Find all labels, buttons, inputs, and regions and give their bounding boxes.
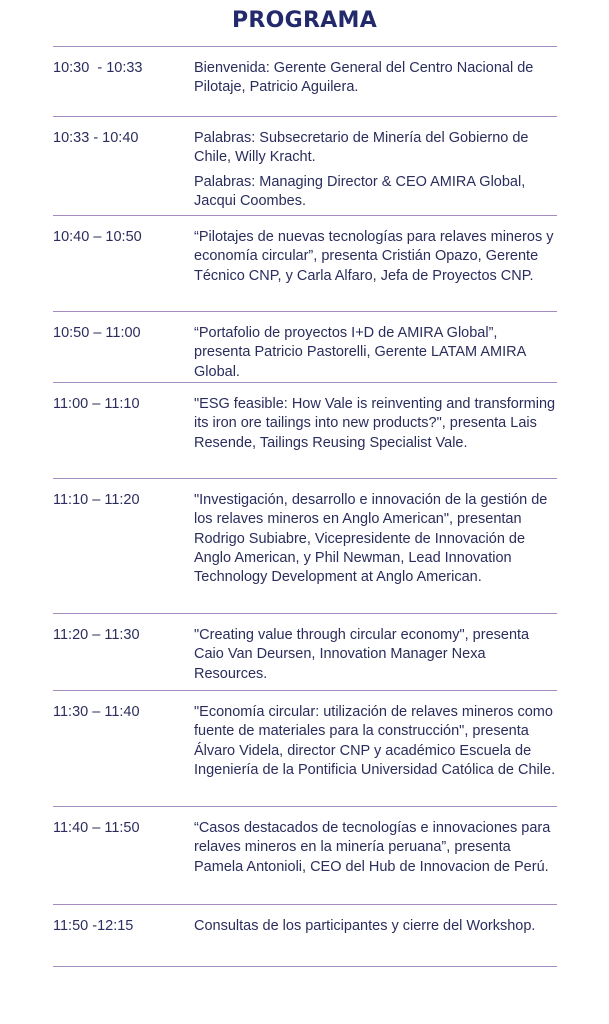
row-description <box>194 59 557 116</box>
page-title: PROGRAMA <box>231 8 378 33</box>
row-text: Palabras: Subsecretario de Minería del Gobierno de Chile, Willy Kracht. <box>194 130 529 166</box>
row-time: 10:33 - 10:40 <box>53 130 139 146</box>
row-description <box>194 324 557 382</box>
row-text: “Portafolio de proyectos I+D de AMIRA Global”, presenta Patricio Pastorelli, Gerente LATAM AMIRA Global. <box>194 325 526 380</box>
row-text: "ESG feasible: How Vale is reinventing and transforming its iron ore tailings into new products?", presenta Lais Resende, Tailings Reusing Specialist Vale. <box>194 396 556 451</box>
row-text: Palabras: Managing Director & CEO AMIRA Global, Jacqui Coombes. <box>194 173 526 209</box>
row-description <box>194 491 557 613</box>
row-text: "Investigación, desarrollo e innovación de la gestión de los relaves mineros en Anglo American", presentan Rodrigo Subiabre, Vicepresidente de Innovación de Anglo American, y Phil Newman, Lead Innovation Technology Development at Anglo American. <box>194 492 548 586</box>
row-time: 10:30 - 10:33 <box>53 60 143 76</box>
program-row <box>53 117 557 216</box>
row-time: 10:40 – 10:50 <box>53 229 142 245</box>
program-row <box>53 479 557 614</box>
row-text: “Pilotajes de nuevas tecnologías para relaves mineros y economía circular”, presenta Cristián Opazo, Gerente Técnico CNP, y Carla Alfaro, Jefa de Proyectos CNP. <box>194 229 554 284</box>
row-time: 11:30 – 11:40 <box>53 704 140 720</box>
row-description <box>194 228 557 311</box>
row-description <box>194 917 557 966</box>
row-description <box>194 129 557 215</box>
row-text: "Economía circular: utilización de relaves mineros como fuente de materiales para la construcción", presenta Álvaro Videla, director CNP y académico Escuela de Ingeniería de la Pontificia Universidad Católica de Chile. <box>194 704 556 778</box>
row-description <box>194 626 557 690</box>
program-row <box>53 216 557 312</box>
program-row <box>53 905 557 967</box>
row-text: Bienvenida: Gerente General del Centro Nacional de Pilotaje, Patricio Aguilera. <box>194 60 534 96</box>
row-text: "Creating value through circular economy", presenta Caio Van Deursen, Innovation Manager Nexa Resources. <box>194 627 530 682</box>
row-time: 11:20 – 11:30 <box>53 627 140 643</box>
row-description <box>194 395 557 478</box>
row-time: 11:10 – 11:20 <box>53 492 140 508</box>
row-description <box>194 819 557 904</box>
program-row <box>53 312 557 383</box>
row-time: 11:00 – 11:10 <box>53 396 140 412</box>
program-row <box>53 807 557 905</box>
row-time: 10:50 – 11:00 <box>53 325 141 341</box>
program-list <box>53 46 557 967</box>
program-row <box>53 691 557 807</box>
row-text: Consultas de los participantes y cierre del Workshop. <box>194 918 536 934</box>
row-text: “Casos destacados de tecnologías e innovaciones para relaves mineros en la minería peruana”, presenta Pamela Antonioli, CEO del Hub de Innovacion de Perú. <box>194 820 551 875</box>
program-row <box>53 47 557 117</box>
program-row <box>53 614 557 691</box>
program-row <box>53 383 557 479</box>
row-description <box>194 703 557 806</box>
row-time: 11:40 – 11:50 <box>53 820 140 836</box>
row-time: 11:50 -12:15 <box>53 918 134 934</box>
